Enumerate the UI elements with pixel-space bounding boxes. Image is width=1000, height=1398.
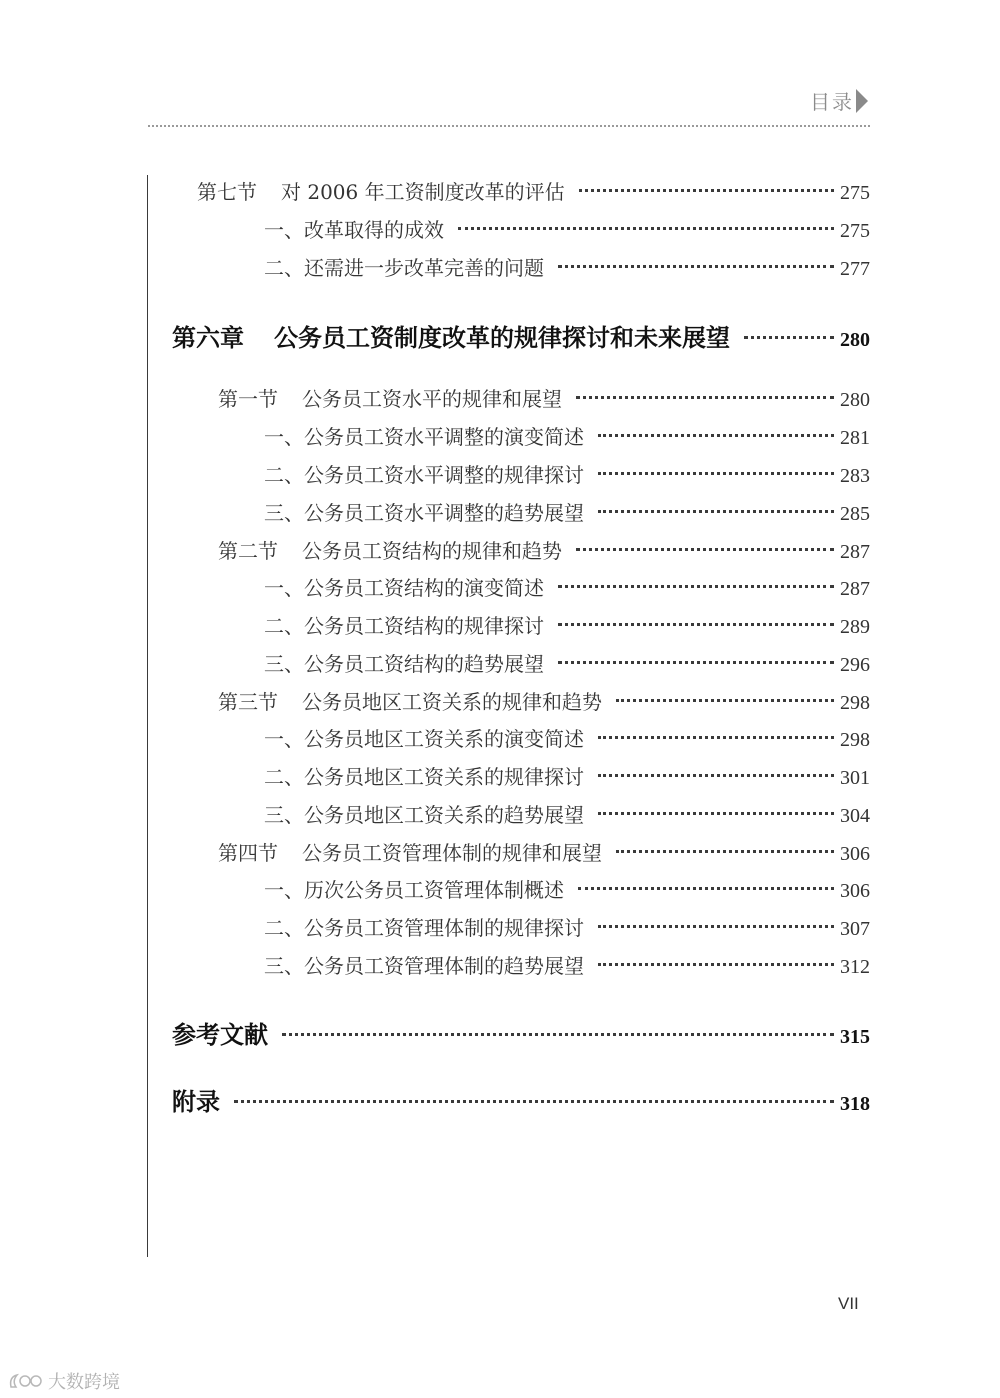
toc-entry-title: 公务员工资结构的规律和趋势 xyxy=(302,539,562,563)
toc-section-row xyxy=(218,686,870,715)
toc-entry-label: 第一节 xyxy=(218,387,278,411)
toc-entry-label: 第七节 xyxy=(197,180,257,204)
toc-item-row xyxy=(264,497,870,526)
dot-leader xyxy=(458,227,834,230)
toc-section-row xyxy=(218,535,870,564)
toc-section-row xyxy=(197,176,870,205)
toc-entry-title: 一、历次公务员工资管理体制概述 xyxy=(264,878,564,902)
toc-entry-title: 一、公务员工资结构的演变简述 xyxy=(264,576,544,600)
dot-leader xyxy=(598,434,834,437)
page-number: VII xyxy=(838,1294,859,1313)
toc-page-number: 296 xyxy=(840,654,870,676)
toc-item-row xyxy=(264,252,870,281)
dot-leader xyxy=(598,812,834,815)
toc-entry-title: 二、还需进一步改革完善的问题 xyxy=(264,256,544,280)
toc-item-row xyxy=(264,761,870,790)
toc-item-row xyxy=(264,723,870,752)
toc-entry-title: 附录 xyxy=(172,1088,220,1116)
toc-page-number: 298 xyxy=(840,692,870,714)
dot-leader xyxy=(558,265,834,268)
toc-entry-title: 二、公务员工资结构的规律探讨 xyxy=(264,614,544,638)
toc-entry-label: 第三节 xyxy=(218,690,278,714)
dot-leader xyxy=(598,925,834,928)
dot-leader xyxy=(558,661,834,664)
toc-item-row xyxy=(264,572,870,601)
toc-entry-title: 一、公务员地区工资关系的演变简述 xyxy=(264,727,584,751)
toc-page-number: 306 xyxy=(840,843,870,865)
toc-page-number: 285 xyxy=(840,503,870,525)
toc-chapter-row xyxy=(172,318,870,353)
dot-leader xyxy=(598,963,834,966)
toc-entry-title: 公务员地区工资关系的规律和趋势 xyxy=(302,690,602,714)
dot-leader xyxy=(616,699,834,702)
toc-entry-title: 参考文献 xyxy=(172,1021,268,1049)
toc-entry-label: 第四节 xyxy=(218,841,278,865)
toc-entry-title: 一、改革取得的成效 xyxy=(264,218,444,242)
dot-leader xyxy=(744,336,834,339)
dot-leader xyxy=(598,774,834,777)
toc-entry-title: 二、公务员工资水平调整的规律探讨 xyxy=(264,463,584,487)
toc-entry-title: 公务员工资水平的规律和展望 xyxy=(302,387,562,411)
toc-page-number: 298 xyxy=(840,729,870,751)
toc-entry-title: 公务员工资管理体制的规律和展望 xyxy=(302,841,602,865)
dot-leader xyxy=(598,472,834,475)
toc-page-number: 312 xyxy=(840,956,870,978)
dot-leader xyxy=(579,189,834,192)
dot-leader xyxy=(282,1033,834,1036)
toc-page-number: 280 xyxy=(840,389,870,411)
toc-section-row xyxy=(218,837,870,866)
toc-entry-title: 对 2006 年工资制度改革的评估 xyxy=(281,180,565,204)
toc-entry-title: 公务员工资制度改革的规律探讨和未来展望 xyxy=(274,324,730,352)
toc-chapter-row xyxy=(172,1082,870,1117)
toc-entry-title: 二、公务员地区工资关系的规律探讨 xyxy=(264,765,584,789)
toc-page-number: 287 xyxy=(840,541,870,563)
toc-page-number: 281 xyxy=(840,427,870,449)
toc-entry-title: 一、公务员工资水平调整的演变简述 xyxy=(264,425,584,449)
watermark xyxy=(8,1368,120,1394)
toc-page-number: 318 xyxy=(840,1093,870,1115)
toc-page-number: 287 xyxy=(840,578,870,600)
toc-page-number: 277 xyxy=(840,258,870,280)
dot-leader xyxy=(234,1100,834,1103)
toc-item-row xyxy=(264,214,870,243)
toc-page-number: 289 xyxy=(840,616,870,638)
dot-leader xyxy=(558,585,834,588)
dot-leader xyxy=(598,510,834,513)
toc-entry-title: 三、公务员地区工资关系的趋势展望 xyxy=(264,803,584,827)
toc-entry-title: 二、公务员工资管理体制的规律探讨 xyxy=(264,916,584,940)
toc-page-number: 283 xyxy=(840,465,870,487)
toc-page-number: 307 xyxy=(840,918,870,940)
dot-leader xyxy=(598,736,834,739)
toc-item-row xyxy=(264,648,870,677)
toc-chapter-row xyxy=(172,1015,870,1050)
toc-page-number: 301 xyxy=(840,767,870,789)
toc-entry-title: 三、公务员工资水平调整的趋势展望 xyxy=(264,501,584,525)
toc-page-number: 306 xyxy=(840,880,870,902)
watermark-logo-icon xyxy=(8,1372,42,1390)
toc-item-row xyxy=(264,421,870,450)
toc-page-number: 275 xyxy=(840,182,870,204)
toc-item-row xyxy=(264,912,870,941)
toc-entry-label: 第六章 xyxy=(172,324,244,352)
toc-item-row xyxy=(264,874,870,903)
dot-leader xyxy=(576,396,834,399)
toc-item-row xyxy=(264,799,870,828)
toc-page-number: 304 xyxy=(840,805,870,827)
dot-leader xyxy=(558,623,834,626)
toc-entry-title: 三、公务员工资管理体制的趋势展望 xyxy=(264,954,584,978)
dot-leader xyxy=(578,887,834,890)
toc-section-row xyxy=(218,383,870,412)
toc-page-number: 280 xyxy=(840,329,870,351)
dot-leader xyxy=(576,548,834,551)
toc-page-number: 275 xyxy=(840,220,870,242)
dot-leader xyxy=(616,850,834,853)
toc-page-number: 315 xyxy=(840,1026,870,1048)
toc-entry-label: 第二节 xyxy=(218,539,278,563)
watermark-text: 大数跨境 xyxy=(48,1372,120,1393)
toc-item-row xyxy=(264,950,870,979)
toc-item-row xyxy=(264,610,870,639)
header-title: 目录 xyxy=(810,90,854,114)
toc-item-row xyxy=(264,459,870,488)
toc-entry-title: 三、公务员工资结构的趋势展望 xyxy=(264,652,544,676)
